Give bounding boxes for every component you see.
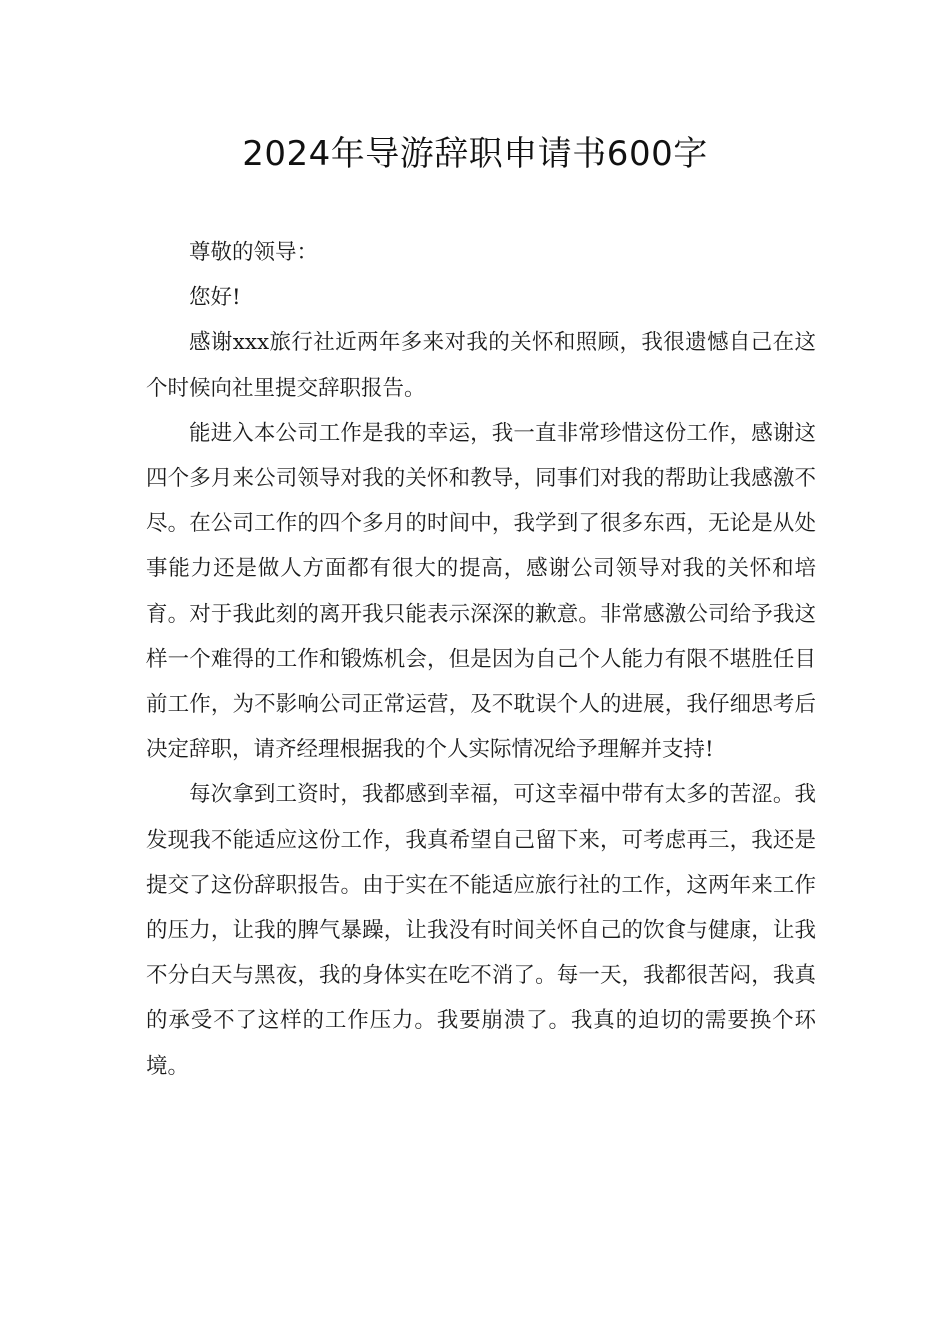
paragraph-reasons: 能进入本公司工作是我的幸运，我一直非常珍惜这份工作，感谢这四个多月来公司领导对我的关怀和教导，同事们对我的帮助让我感激不尽。在公司工作的四个多月的时间中，我学到了很多东西，无论是从处事能力还是做人方面都有很大的提高，感谢公司领导对我的关怀和培育。对于我此刻的离开我只能表示深深的歉意。非常感激公司给予我这样一个难得的工作和锻炼机会，但是因为自己个人能力有限不堪胜任目前工作，为不影响公司正常运营，及不耽误个人的进展，我仔细思考后决定辞职，请齐经理根据我的个人实际情况给予理解并支持!	[146, 420, 816, 763]
greeting: 您好!	[189, 285, 241, 311]
document-title: 2024年导游辞职申请书600字	[242, 134, 708, 174]
salutation: 尊敬的领导：	[189, 240, 319, 265]
paragraph-thanks: 感谢xxx旅行社近两年多来对我的关怀和照顾，我很遗憾自己在这个时候向社里提交辞职报告。	[146, 330, 816, 401]
document-body	[146, 230, 816, 1089]
paragraph-pressure: 每次拿到工资时，我都感到幸福，可这幸福中带有太多的苦涩。我发现我不能适应这份工作，我真希望自己留下来，可考虑再三，我还是提交了这份辞职报告。由于实在不能适应旅行社的工作，这两年来工作的压力，让我的脾气暴躁，让我没有时间关怀自己的饮食与健康，让我不分白天与黑夜，我的身体实在吃不消了。每一天，我都很苦闷，我真的承受不了这样的工作压力。我要崩溃了。我真的迫切的需要换个环境。	[146, 782, 816, 1079]
